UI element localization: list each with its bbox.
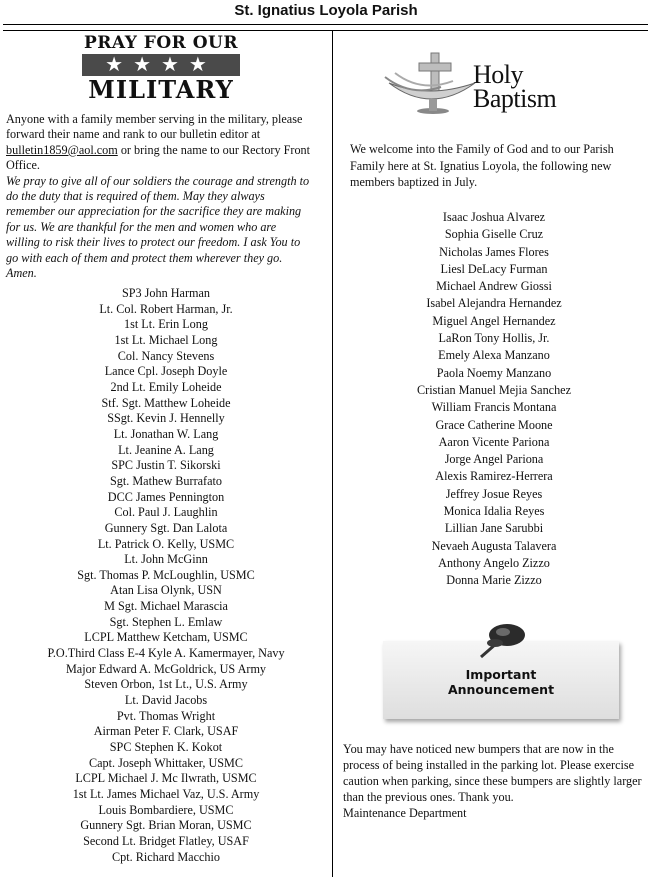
military-name-item: Airman Peter F. Clark, USAF (93, 724, 239, 739)
header-rule-top (3, 24, 648, 25)
military-name-item: Lt. Jeanine A. Lang (118, 442, 214, 457)
baptism-name-item: Jeffrey Josue Reyes (445, 486, 543, 501)
baptism-names-list (341, 209, 647, 590)
military-name-item: Lt. John McGinn (124, 552, 208, 567)
military-name-item: Sgt. Thomas P. McLoughlin, USMC (77, 567, 255, 582)
logo-bottom-text: MILITARY (88, 75, 234, 104)
logo-holy-text: Holy (473, 60, 523, 89)
military-name-item: 2nd Lt. Emily Loheide (110, 379, 222, 394)
baptism-name-item: Cristian Manuel Mejia Sanchez (417, 382, 571, 397)
pray-for-military-logo (82, 33, 240, 104)
military-name-item: Gunnery Sgt. Dan Lalota (104, 520, 228, 535)
baptism-name-item: Lillian Jane Sarubbi (444, 521, 544, 536)
baptism-name-item: Aaron Vicente Pariona (438, 434, 550, 449)
military-name-item: 1st Lt. James Michael Vaz, U.S. Army (72, 787, 260, 801)
baptism-name-item: Miguel Angel Hernandez (432, 313, 556, 328)
military-name-item: SPC Justin T. Sikorski (111, 458, 221, 473)
announcement-line-1: Important (465, 667, 537, 682)
intro-text-start: Anyone with a family member serving in the military, please forward their name and rank to our bulletin editor at (6, 112, 303, 142)
baptism-name-item: William Francis Montana (431, 400, 557, 415)
military-name-item: Cpt. Richard Macchio (112, 849, 220, 864)
baptism-name-item: Jorge Angel Pariona (444, 452, 544, 467)
military-name-item: Second Lt. Bridget Flatley, USAF (83, 833, 249, 848)
military-name-item: Atan Lisa Olynk, USN (110, 583, 222, 598)
notice-body: You may have noticed new bumpers that are now in the process of being installed in the parking lot. Please exercise caution when parking, since these bumpers are slightly larger than the previous ones. Thank you. (343, 742, 642, 804)
military-name-item: Lt. David Jacobs (124, 693, 208, 708)
baptism-name-item: Liesl DeLacy Furman (440, 261, 548, 276)
baptism-name-item: Emely Alexa Manzano (438, 348, 550, 363)
notice-signature: Maintenance Department (343, 806, 467, 820)
baptism-name-item: Anthony Angelo Zizzo (438, 555, 550, 570)
military-name-item: Lt. Patrick O. Kelly, USMC (97, 536, 235, 551)
logo-top-text: PRAY FOR OUR (84, 33, 238, 53)
military-name-item: Stf. Sgt. Matthew Loheide (101, 395, 231, 410)
baptism-name-item: Sophia Giselle Cruz (444, 227, 544, 242)
baptism-name-item: Nicholas James Flores (439, 244, 549, 259)
baptism-name-item: Isaac Joshua Alvarez (442, 210, 546, 224)
header-rule-bottom (3, 30, 648, 31)
baptism-welcome: We welcome into the Family of God and to our Parish Family here at St. Ignatius Loyola, the following new members baptized in July. (350, 142, 614, 189)
military-name-item: SP3 John Harman (121, 286, 211, 300)
military-name-item: Pvt. Thomas Wright (116, 708, 216, 723)
military-name-item: Louis Bombardiere, USMC (98, 802, 234, 817)
page-title: St. Ignatius Loyola Parish (234, 2, 418, 19)
pushpin-icon (471, 621, 531, 661)
military-name-item: Major Edward A. McGoldrick, US Army (65, 661, 267, 676)
military-name-item: Col. Paul J. Laughlin (114, 505, 218, 520)
important-announcement-graphic (383, 621, 619, 719)
baptism-name-item: Donna Marie Zizzo (446, 573, 542, 588)
holy-baptism-logo (381, 47, 633, 117)
baptism-name-item: Paola Noemy Manzano (436, 365, 552, 380)
military-name-item: Steven Orbon, 1st Lt., U.S. Army (84, 677, 248, 692)
announcement-title (383, 667, 619, 697)
military-name-item: Lt. Col. Robert Harman, Jr. (99, 301, 233, 316)
military-name-item: Gunnery Sgt. Brian Moran, USMC (80, 818, 252, 833)
military-name-item: LCPL Matthew Ketcham, USMC (84, 630, 248, 645)
military-name-item: Col. Nancy Stevens (117, 348, 215, 363)
military-name-item: P.O.Third Class E-4 Kyle A. Kamermayer, Navy (47, 646, 285, 661)
baptism-name-item: Alexis Ramirez-Herrera (435, 469, 553, 484)
logo-stars: ★★★★ (82, 54, 240, 76)
announcement-notice (343, 741, 647, 821)
military-name-item: Lt. Jonathan W. Lang (113, 426, 219, 441)
military-name-item: Sgt. Stephen L. Emlaw (109, 614, 223, 629)
military-name-item: Capt. Joseph Whittaker, USMC (89, 755, 243, 770)
column-divider (332, 31, 333, 877)
military-names-list (6, 286, 326, 865)
military-name-item: SPC Stephen K. Kokot (109, 740, 223, 755)
military-name-item: Sgt. Mathew Burrafato (109, 473, 223, 488)
baptism-name-item: Isabel Alejandra Hernandez (426, 296, 562, 311)
military-prayer: We pray to give all of our soldiers the courage and strength to do the duty that is required of them. May they always remember our appreciation for the sacrifice they are making for us. We are thankful for the men and women who are willing to risk their lives to protect our freedom. I ask You to go with each of them and protect them wherever they go. Amen. (6, 173, 310, 281)
military-name-item: 1st Lt. Erin Long (124, 317, 208, 332)
intro-text-end: or bring the name to our Rectory Front Office. (6, 142, 311, 173)
baptism-name-item: LaRon Tony Hollis, Jr. (438, 331, 550, 346)
military-name-item: DCC James Pennington (107, 489, 225, 504)
logo-baptism-text: Baptism (473, 84, 557, 113)
military-name-item: LCPL Michael J. Mc Ilwrath, USMC (75, 771, 257, 786)
military-name-item: M Sgt. Michael Marascia (104, 599, 228, 614)
military-name-item: Lance Cpl. Joseph Doyle (104, 364, 228, 379)
announcement-line-2: Announcement (447, 682, 555, 697)
baptism-name-item: Michael Andrew Giossi (436, 279, 552, 294)
military-name-item: SSgt. Kevin J. Hennelly (107, 411, 225, 426)
military-intro (6, 112, 312, 281)
baptism-name-item: Nevaeh Augusta Talavera (431, 538, 557, 553)
bulletin-email-link[interactable]: bulletin1859@aol.com (6, 142, 118, 157)
baptism-font-icon (381, 47, 481, 117)
military-name-item: 1st Lt. Michael Long (114, 332, 218, 347)
baptism-name-item: Grace Catherine Moone (435, 417, 553, 432)
baptism-name-item: Monica Idalia Reyes (443, 504, 545, 519)
